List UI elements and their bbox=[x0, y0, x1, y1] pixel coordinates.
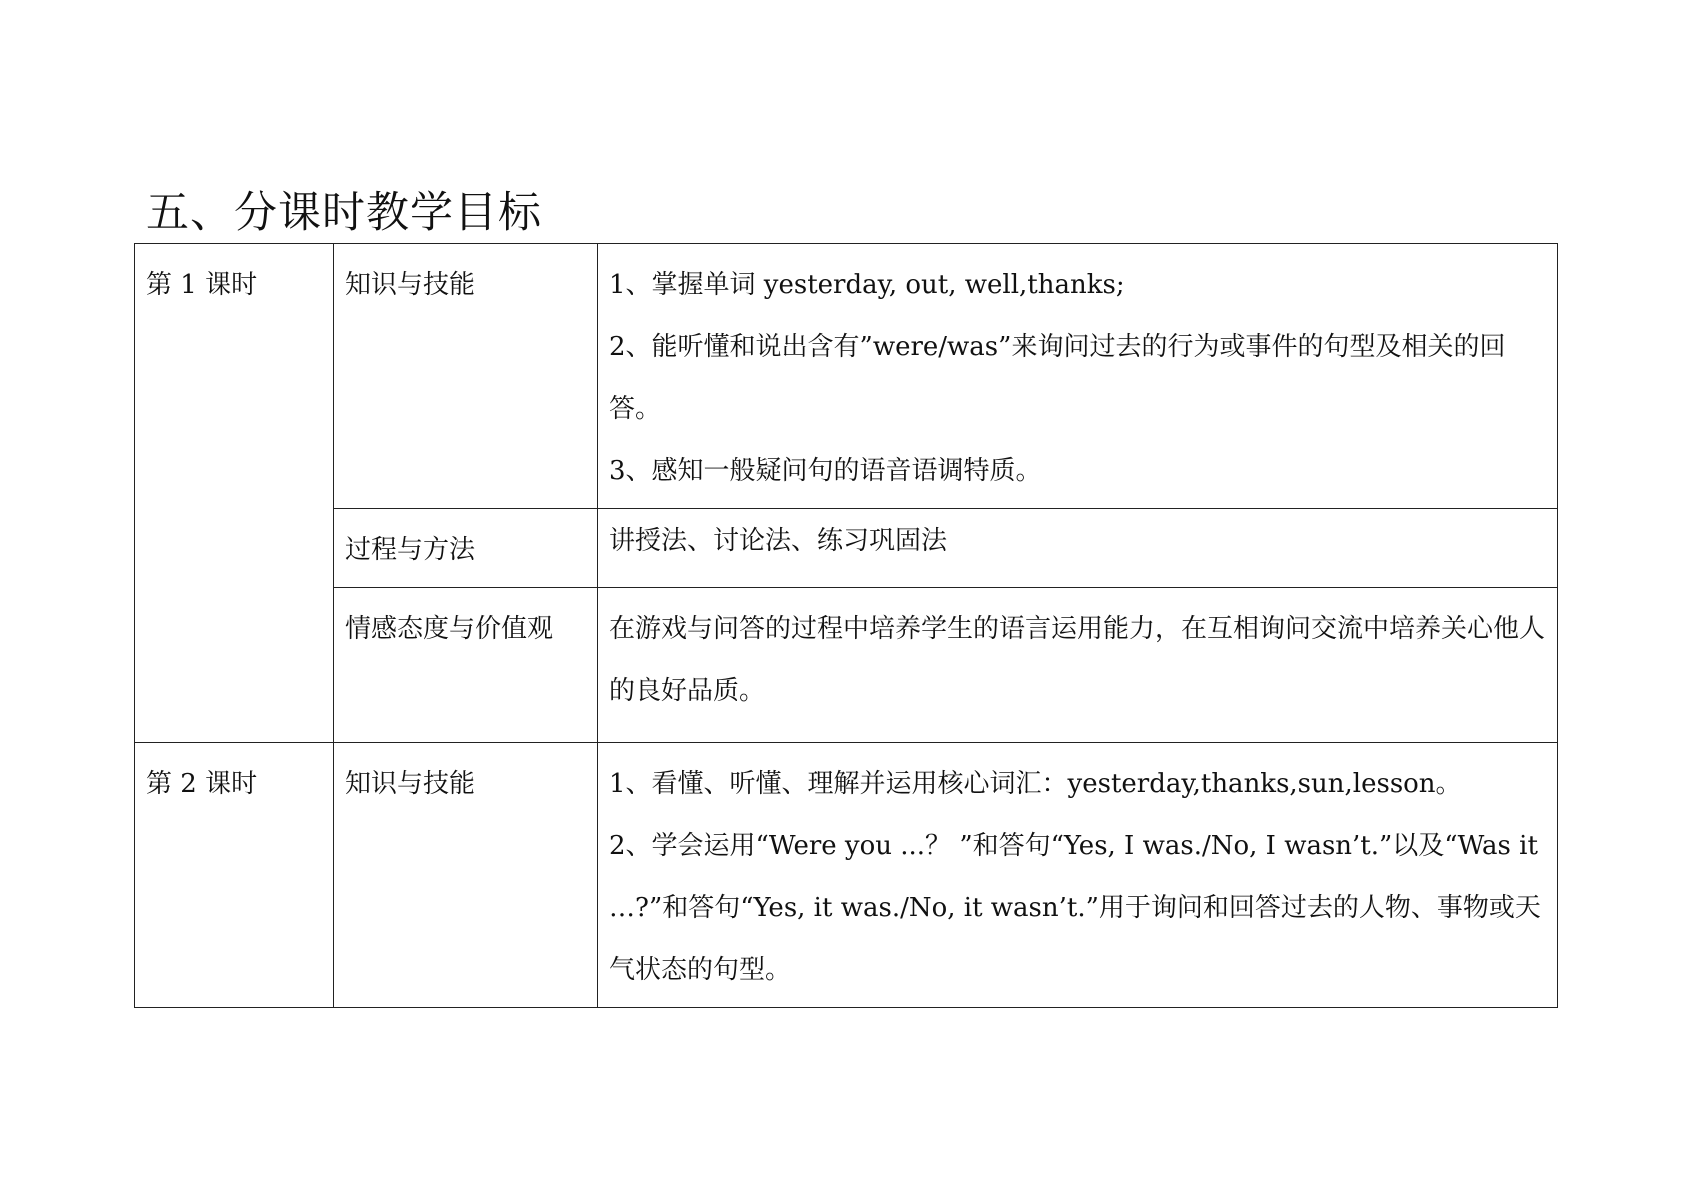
lesson-goals-table bbox=[134, 243, 1558, 1008]
objective-text: 讲授法、讨论法、练习巩固法 bbox=[609, 526, 948, 556]
objective-text: 1、掌握单词 yesterday, out, well,thanks; bbox=[609, 270, 1125, 300]
page-title: 五、分课时教学目标 bbox=[146, 188, 542, 238]
lesson-label: 第 2 课时 bbox=[146, 769, 258, 799]
objective-text: 2、学会运用“Were you ...？ ”和答句“Yes, I was./No, I wasn’t.”以及“Was it …?”和答句“Yes, it was./No, it wasn’t.”用于询问和回答过去的人物、事物或天气状态的句型。 bbox=[609, 831, 1541, 985]
objective-text: 1、看懂、听懂、理解并运用核心词汇：yesterday,thanks,sun,lesson。 bbox=[609, 769, 1462, 799]
category-label: 过程与方法 bbox=[345, 535, 476, 565]
objective-text: 在游戏与问答的过程中培养学生的语言运用能力，在互相询问交流中培养关心他人的良好品质。 bbox=[609, 614, 1546, 706]
category-label: 知识与技能 bbox=[345, 270, 476, 300]
table-row bbox=[135, 244, 1558, 509]
table-row bbox=[135, 743, 1558, 1008]
objective-text: 3、感知一般疑问句的语音语调特质。 bbox=[609, 456, 1042, 486]
category-cell bbox=[334, 509, 598, 588]
category-cell bbox=[334, 588, 598, 743]
objective-cell bbox=[598, 588, 1558, 743]
objective-cell bbox=[598, 509, 1558, 588]
category-cell bbox=[334, 244, 598, 509]
category-label: 情感态度与价值观 bbox=[345, 614, 554, 644]
objective-cell bbox=[598, 743, 1558, 1008]
category-cell bbox=[334, 743, 598, 1008]
objective-text: 2、能听懂和说出含有”were/was”来询问过去的行为或事件的句型及相关的回答。 bbox=[609, 332, 1506, 424]
table-row bbox=[135, 588, 1558, 743]
category-label: 知识与技能 bbox=[345, 769, 476, 799]
lesson-label: 第 1 课时 bbox=[146, 270, 258, 300]
table-row bbox=[135, 509, 1558, 588]
lesson-label-cell bbox=[135, 244, 334, 743]
lesson-label-cell bbox=[135, 743, 334, 1008]
objective-cell bbox=[598, 244, 1558, 509]
